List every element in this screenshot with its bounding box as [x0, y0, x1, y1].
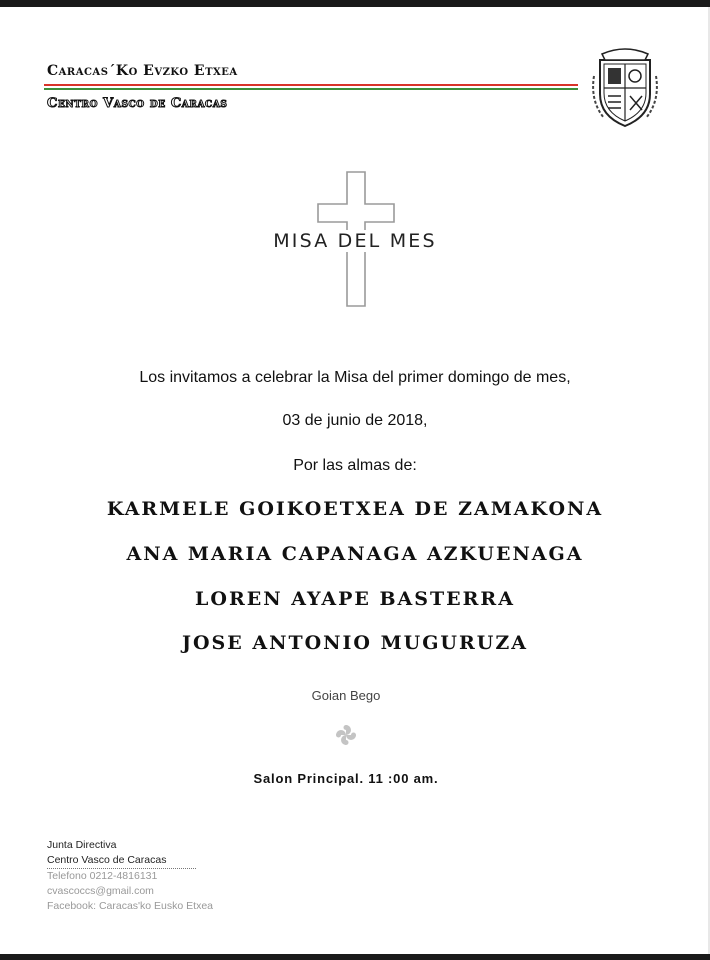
green-stripe: [44, 88, 578, 90]
footer-phone: Telefono 0212-4816131: [47, 870, 158, 882]
footer-contact: [47, 838, 213, 914]
bottom-border: [0, 954, 710, 960]
deceased-name: ANA MARIA CAPANAGA AZKUENAGA: [126, 543, 584, 565]
lauburu-icon: [333, 722, 359, 748]
footer-facebook[interactable]: Facebook: Caracas'ko Eusko Etxea: [47, 900, 214, 912]
footer-email[interactable]: cvascoccs@gmail.com: [47, 885, 154, 897]
top-border: [0, 0, 710, 7]
souls-heading: Por las almas de:: [293, 457, 417, 474]
organization-subtitle: Centro Vasco de Caracas: [47, 96, 228, 111]
deceased-name: LOREN AYAPE BASTERRA: [195, 588, 515, 610]
footer-organization: Centro Vasco de Caracas: [47, 853, 196, 869]
footer-board: Junta Directiva: [47, 839, 117, 851]
event-title: [240, 230, 470, 252]
goian-bego-text: Goian Bego: [311, 688, 381, 703]
event-title-text: MISA DEL MES: [269, 230, 441, 252]
coat-of-arms-icon: [590, 46, 660, 132]
deceased-name: JOSE ANTONIO MUGURUZA: [182, 632, 528, 654]
organization-name: Caracas´Ko Evzko Etxea: [47, 63, 238, 79]
invitation-text: Los invitamos a celebrar la Misa del primer domingo de mes,: [139, 369, 571, 386]
location-time: Salon Principal. 11 :00 am.: [253, 771, 439, 786]
deceased-name: KARMELE GOIKOETXEA DE ZAMAKONA: [106, 498, 604, 520]
date-text: 03 de junio de 2018,: [282, 412, 428, 429]
